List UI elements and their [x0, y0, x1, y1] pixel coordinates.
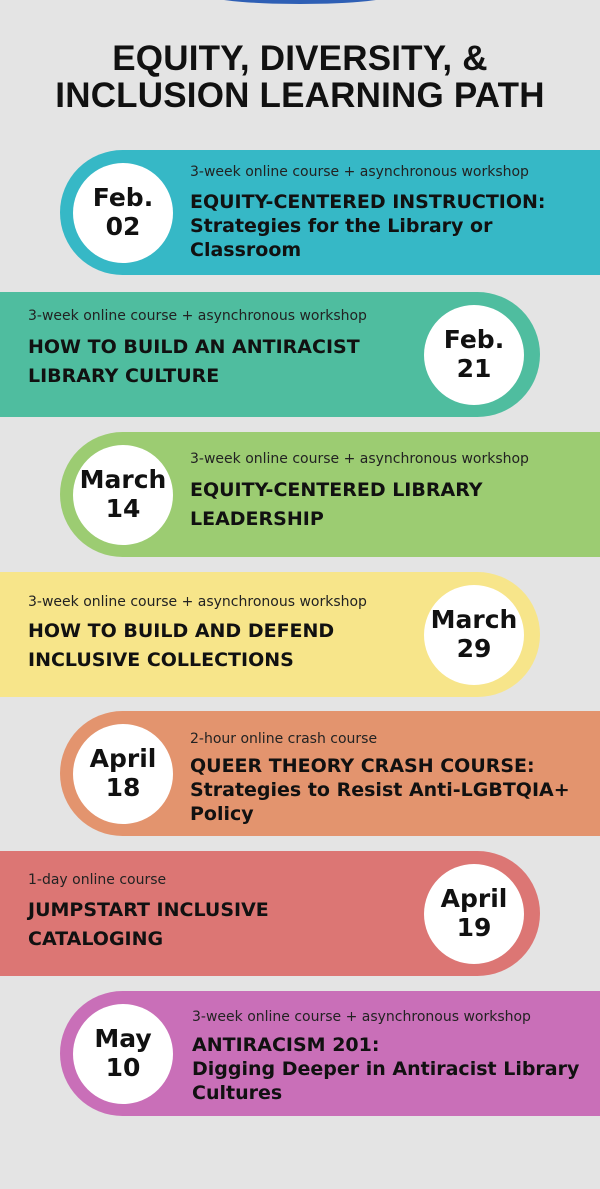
date-month: March — [79, 465, 167, 494]
course-format: 3-week online course + asynchronous workshop — [192, 1009, 531, 1025]
date-day: 18 — [105, 773, 141, 802]
course-card-jumpstart-cataloging[interactable] — [0, 851, 540, 976]
course-title-line-1: HOW TO BUILD AND DEFEND — [28, 620, 335, 642]
date-day: 14 — [105, 494, 141, 523]
course-card-equity-centered-instruction[interactable] — [60, 150, 600, 275]
date-badge — [424, 864, 524, 964]
course-title-line-2: CATALOGING — [28, 928, 164, 950]
course-title-rest: Strategies for the Library or Classroom — [190, 215, 493, 261]
course-title — [28, 333, 418, 391]
course-title-line-1: QUEER THEORY CRASH COURSE: — [190, 755, 535, 777]
course-format: 3-week online course + asynchronous workshop — [190, 164, 529, 180]
course-format: 2-hour online crash course — [190, 731, 378, 747]
course-title-line-1: JUMPSTART INCLUSIVE — [28, 899, 269, 921]
course-format: 3-week online course + asynchronous workshop — [190, 451, 529, 467]
course-title-line-1: HOW TO BUILD AN ANTIRACIST — [28, 336, 360, 358]
course-title-line-1: EQUITY-CENTERED LIBRARY — [190, 479, 483, 501]
course-card-equity-centered-leadership[interactable] — [60, 432, 600, 557]
date-month: March — [430, 605, 518, 634]
date-badge — [73, 1004, 173, 1104]
top-decorative-arc — [205, 0, 395, 4]
date-badge — [73, 163, 173, 263]
date-day: 19 — [456, 913, 492, 942]
course-title-line-2: INCLUSIVE COLLECTIONS — [28, 649, 294, 671]
course-title-line-2: LIBRARY CULTURE — [28, 365, 220, 387]
date-badge — [424, 585, 524, 685]
course-card-antiracism-201[interactable] — [60, 991, 600, 1116]
course-card-queer-theory-crash-course[interactable] — [60, 711, 600, 836]
course-title-line-1: ANTIRACISM 201: — [192, 1034, 380, 1056]
date-month: May — [94, 1024, 152, 1053]
page-title-line-2: INCLUSION LEARNING PATH — [55, 76, 545, 115]
course-title — [28, 617, 418, 675]
course-title — [190, 190, 590, 262]
date-badge — [73, 724, 173, 824]
page-title — [0, 40, 600, 114]
course-title — [192, 1033, 582, 1105]
date-day: 10 — [105, 1053, 141, 1082]
date-day: 02 — [105, 212, 141, 241]
course-title-line-2: LEADERSHIP — [190, 508, 324, 530]
course-format: 3-week online course + asynchronous workshop — [28, 594, 367, 610]
date-month: Feb. — [92, 183, 154, 212]
course-title-rest: Digging Deeper in Antiracist Library Cultures — [192, 1058, 580, 1104]
course-format: 1-day online course — [28, 872, 167, 888]
course-format: 3-week online course + asynchronous workshop — [28, 308, 367, 324]
course-title-line-1: EQUITY-CENTERED INSTRUCTION: — [190, 191, 546, 213]
date-month: April — [440, 884, 508, 913]
date-day: 21 — [456, 354, 492, 383]
course-title — [28, 896, 418, 954]
date-day: 29 — [456, 634, 492, 663]
course-card-inclusive-collections[interactable] — [0, 572, 540, 697]
course-title — [190, 754, 580, 826]
course-title-rest: Strategies to Resist Anti-LGBTQIA+ Policy — [190, 779, 570, 825]
date-month: April — [89, 744, 157, 773]
course-card-antiracist-library-culture[interactable] — [0, 292, 540, 417]
course-title — [190, 476, 590, 534]
date-badge — [424, 305, 524, 405]
date-month: Feb. — [443, 325, 505, 354]
date-badge — [73, 445, 173, 545]
page-title-line-1: EQUITY, DIVERSITY, & — [112, 39, 488, 78]
